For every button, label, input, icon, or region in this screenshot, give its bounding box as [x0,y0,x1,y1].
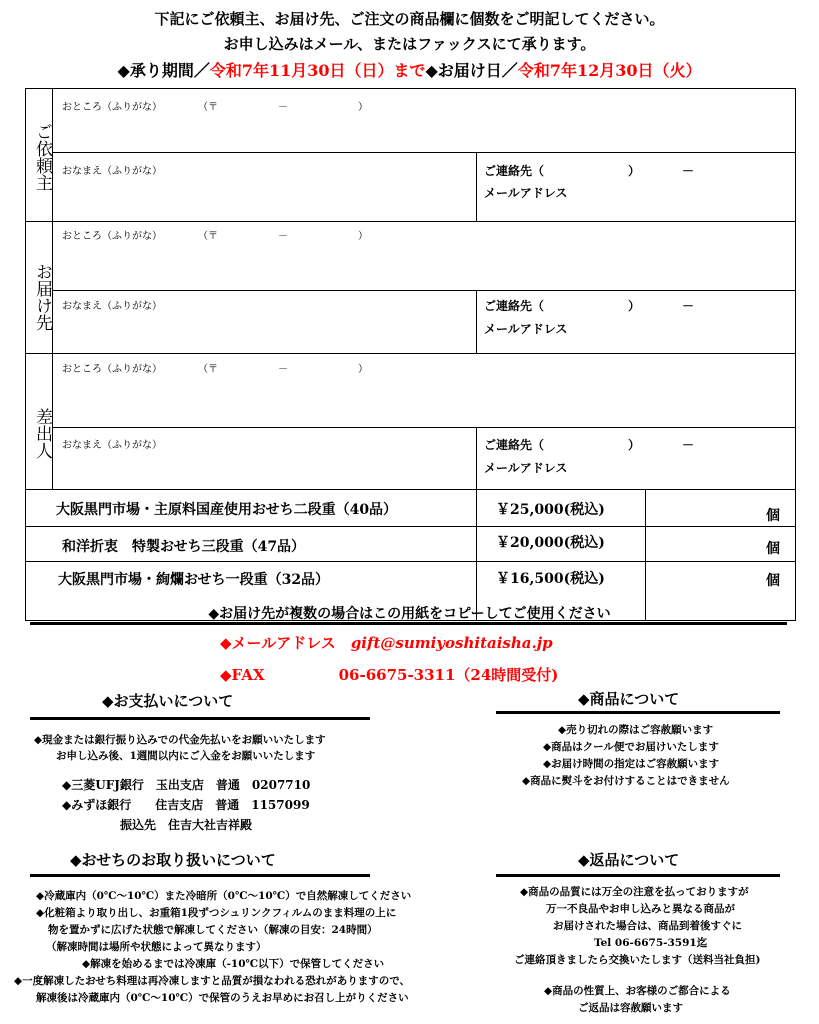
email-contact [220,632,553,653]
section-label-recipient: お届け先 [32,263,52,331]
returns-heading: ◆返品について [578,851,680,869]
handling-line: ◆一度解凍したおせち料理は再冷凍しますと品質が損なわれる恐れがありますので、 [14,975,411,987]
returns-heading-rule [496,874,780,877]
handling-heading-rule [30,874,370,877]
quantity-unit[interactable]: 個 [766,541,780,557]
returns-line: お届けされた場合は、商品到着後すぐに [553,920,742,932]
email-contact-value[interactable]: gift@sumiyoshitaisha.jp [350,634,553,652]
product-name: 大阪黒門市場・絢爛おせち一段重（32品） [58,572,330,588]
name-label: おなまえ（ふりがな） [62,440,162,451]
returns-line: ◆商品の性質上、お客様のご都合による [544,985,731,997]
email-contact-label: ◆メールアドレス [220,634,336,652]
postal-code-field[interactable]: （〒 － ） [198,102,368,113]
handling-heading: ◆おせちのお取り扱いについて [70,851,276,869]
product-price: ￥20,000(税込) [496,535,605,551]
row-divider [52,290,796,291]
product-info-line: ◆商品はクール便でお届けいたします [543,741,719,753]
handling-line: 解凍後は冷蔵庫内（0℃～10℃）で保管のうえお早めにお召し上がりください [36,992,409,1004]
section-label-requester: ご依頼主 [32,123,52,191]
bank-payee: 振込先 住吉大社吉祥殿 [120,818,253,832]
product-price: ￥25,000(税込) [496,502,605,518]
bank-line: ◆みずほ銀行 住吉支店 普通 1157099 [62,798,310,812]
instruction-line-2: お申し込みはメール、またはファックスにて承ります。 [223,35,596,53]
product-name: 和洋折衷 特製おせち三段重（47品） [62,539,306,555]
product-price: ￥16,500(税込) [496,571,605,587]
price-column-divider [476,489,477,621]
handling-line: ◆化粧箱より取り出し、お重箱1段ずつシュリンクフィルムのまま料理の上に [36,907,397,919]
returns-line: ご返品は容赦願います [578,1002,683,1014]
address-label: おところ（ふりがな） [62,231,162,242]
label-column-divider [52,88,53,489]
quantity-unit[interactable]: 個 [766,508,780,524]
product-info-heading: ◆商品について [578,690,680,708]
contact-phone-field[interactable]: ご連絡先（ ） － [484,438,695,452]
contact-phone-field[interactable]: ご連絡先（ ） － [484,299,695,313]
email-field-label: メールアドレス [484,461,568,475]
payment-line: ◆現金または銀行振り込みでの代金先払いをお願いいたします [34,734,326,746]
section-label-sender: 差出人 [32,407,52,459]
fax-contact-label: ◆FAX [220,666,265,684]
bank-line: ◆三菱UFJ銀行 玉出支店 普通 0207710 [62,778,311,792]
product-info-heading-rule [496,711,780,714]
name-label: おなまえ（ふりがな） [62,301,162,312]
payment-heading: ◆お支払いについて [102,692,234,710]
product-name: 大阪黒門市場・主原料国産使用おせち二段重（40品） [56,502,398,518]
address-label: おところ（ふりがな） [62,364,162,375]
section-divider [25,489,796,490]
payment-heading-rule [30,717,370,720]
copy-note: ◆お届け先が複数の場合はこの用紙をコピーしてご使用ください [208,606,611,622]
returns-line: 万一不良品やお申し込みと異なる商品が [546,903,735,915]
returns-line: ご連絡頂きましたら交換いたします（送料当社負担) [514,954,761,966]
email-field-label: メールアドレス [484,322,568,336]
section-divider [25,353,796,354]
period-value: 令和7年11月30日（日）まで [209,61,426,80]
section-divider [25,221,796,222]
period-line [0,58,819,81]
row-divider [52,152,796,153]
quantity-column-divider [645,489,646,621]
postal-code-field[interactable]: （〒 － ） [198,364,368,375]
row-divider [25,526,796,527]
handling-line: （解凍時間は場所や状態によって異なります） [46,941,267,953]
contact-column-divider [476,427,477,489]
product-info-line: ◆売り切れの際はご容赦願います [558,724,714,736]
row-divider [25,561,796,562]
fax-contact-value: 06-6675-3311（24時間受付) [338,666,559,684]
contact-column-divider [476,152,477,221]
instruction-line-1: 下記にご依頼主、お届け先、ご注文の商品欄に個数をご明記してください。 [154,10,665,28]
product-info-line: ◆商品に熨斗をお付けすることはできません [522,775,730,787]
divider-rule [30,622,787,625]
period-label: ◆承り期間／ [117,61,210,80]
email-field-label: メールアドレス [484,186,568,200]
name-label: おなまえ（ふりがな） [62,166,162,177]
handling-line: 物を置かずに広げた状態で解凍してください（解凍の目安：24時間） [48,924,378,936]
handling-line: ◆冷蔵庫内（0℃～10℃）また冷暗所（0℃～10℃）で自然解凍してください [36,890,412,902]
delivery-label: ◆お届け日／ [425,61,518,80]
address-label: おところ（ふりがな） [62,102,162,113]
fax-contact [220,664,558,685]
quantity-unit[interactable]: 個 [766,573,780,589]
contact-column-divider [476,290,477,353]
returns-phone: Tel 06-6675-3591迄 [594,937,708,949]
contact-phone-field[interactable]: ご連絡先（ ） － [484,164,695,178]
delivery-value: 令和7年12月30日（火） [517,61,702,80]
row-divider [52,427,796,428]
postal-code-field[interactable]: （〒 － ） [198,231,368,242]
payment-line: お申し込み後、1週間以内にご入金をお願いいたします [56,750,316,762]
handling-line: ◆解凍を始めるまでは冷凍庫（-10℃以下）で保管してください [82,958,385,970]
returns-line: ◆商品の品質には万全の注意を払っておりますが [520,886,749,898]
product-info-line: ◆お届け時間の指定はご容赦願います [543,758,720,770]
